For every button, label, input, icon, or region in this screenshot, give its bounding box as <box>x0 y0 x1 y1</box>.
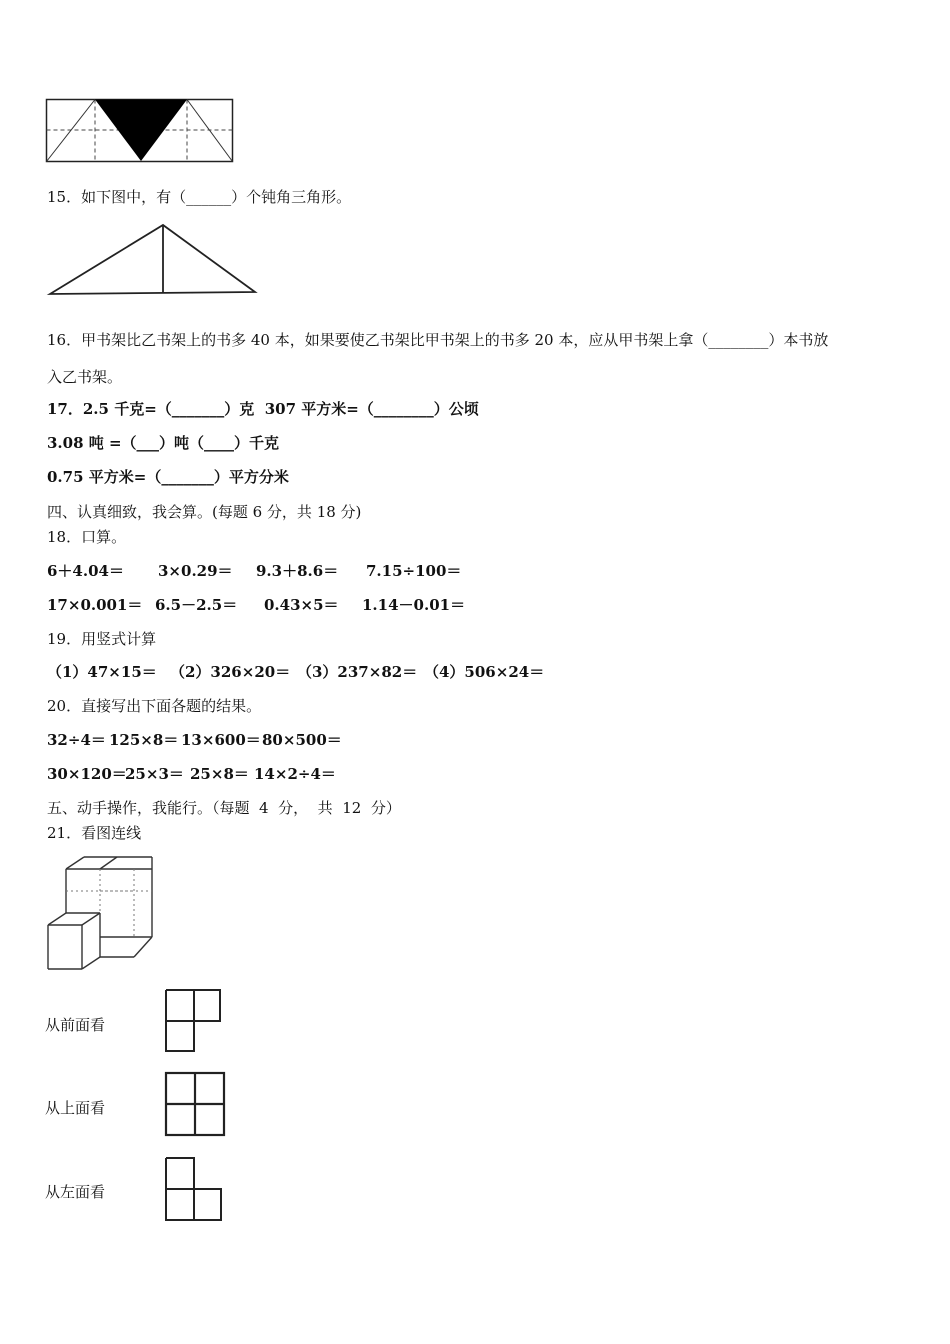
view-label-front: 从前面看 <box>45 1016 106 1034</box>
q18-r1-item: 9.3＋8.6＝ <box>256 562 339 580</box>
question-20-title: 20．直接写出下面各题的结果。 <box>47 697 262 715</box>
q20-r2-item: 25×3＝ <box>125 765 184 783</box>
view-shape-l[interactable] <box>164 988 226 1054</box>
q20-r1-item: 80×500＝ <box>262 731 342 749</box>
cube-stack-figure <box>44 855 159 973</box>
view-label-left: 从左面看 <box>45 1183 106 1201</box>
q18-r2-item: 0.43×5＝ <box>264 596 339 614</box>
q18-r1-item: 7.15÷100＝ <box>366 562 462 580</box>
q20-r1-item: 125×8＝ <box>109 731 179 749</box>
q20-r1-item: 13×600＝ <box>181 731 261 749</box>
q18-r2-item: 6.5－2.5＝ <box>155 596 238 614</box>
question-17-line2: 3.08 吨 =（___）吨（____）千克 <box>47 434 280 452</box>
q19-item: （1）47×15＝ <box>47 663 157 681</box>
view-label-top: 从上面看 <box>45 1099 106 1117</box>
section-4-title: 四、认真细致，我会算。(每题 6 分，共 18 分) <box>47 503 362 521</box>
q20-r2-item: 25×8＝ <box>190 765 249 783</box>
q20-r1-item: 32÷4＝ <box>47 731 106 749</box>
view-shape-inverted-l[interactable] <box>164 1156 226 1224</box>
q18-r1-item: 3×0.29＝ <box>158 562 233 580</box>
obtuse-triangle-figure <box>45 220 260 300</box>
question-17-line1: 17．2.5 千克=（_______）克 307 平方米=（________）公顷 <box>47 400 479 418</box>
q20-r2-item: 14×2÷4＝ <box>254 765 336 783</box>
q19-item: （3）237×82＝ <box>297 663 418 681</box>
question-16-line2: 入乙书架。 <box>47 368 123 386</box>
q18-r2-item: 1.14－0.01＝ <box>362 596 466 614</box>
section-5-title: 五、动手操作，我能行。（每题 4 分， 共 12 分） <box>47 799 401 817</box>
folded-square-figure <box>45 98 235 164</box>
question-16-line1: 16．甲书架比乙书架上的书多 40 本，如果要使乙书架比甲书架上的书多 20 本，应从甲书架上拿（________）本书放 <box>47 331 829 349</box>
q18-r1-item: 6＋4.04＝ <box>47 562 124 580</box>
question-21-title: 21．看图连线 <box>47 824 142 842</box>
question-18-title: 18．口算。 <box>47 528 127 546</box>
q19-item: （2）326×20＝ <box>170 663 291 681</box>
q20-r2-item: 30×120＝ <box>47 765 127 783</box>
q19-item: （4）506×24＝ <box>424 663 545 681</box>
question-17-line3: 0.75 平方米=（_______）平方分米 <box>47 468 289 486</box>
q18-r2-item: 17×0.001＝ <box>47 596 143 614</box>
view-shape-square-grid[interactable] <box>164 1071 228 1139</box>
question-15: 15．如下图中，有（______）个钝角三角形。 <box>47 188 352 206</box>
question-19-title: 19．用竖式计算 <box>47 630 157 648</box>
